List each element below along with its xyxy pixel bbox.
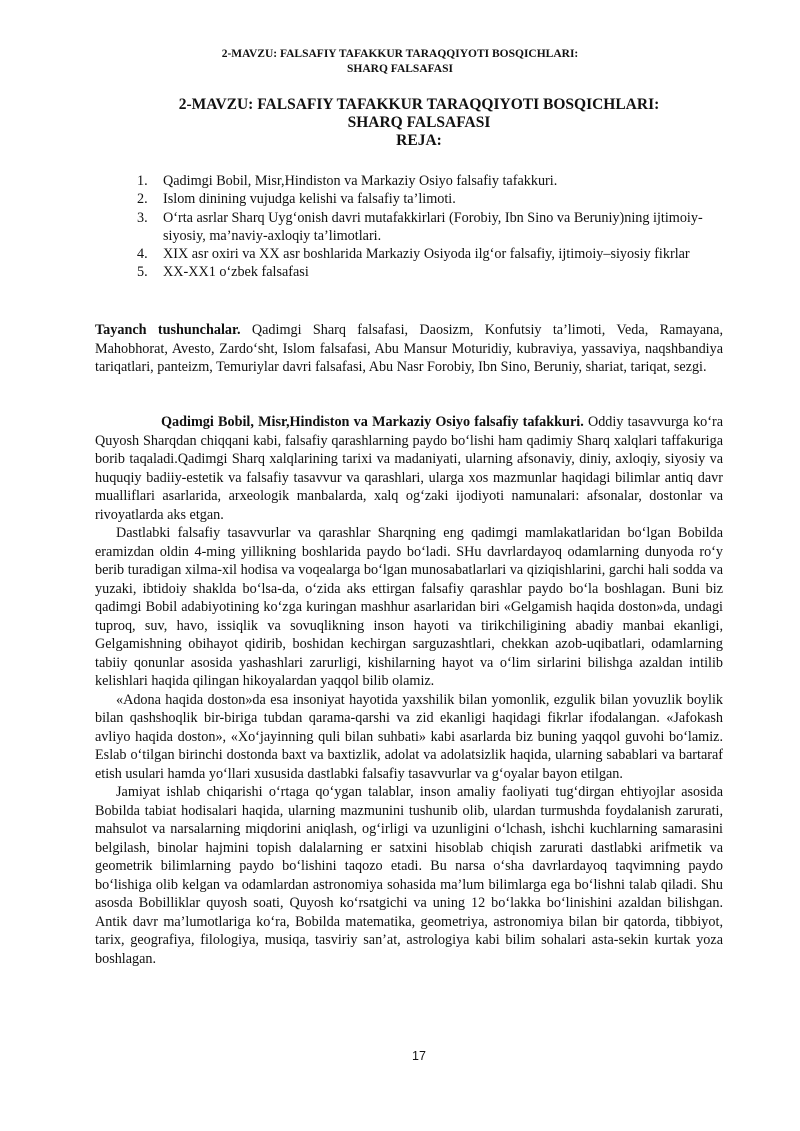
running-header xyxy=(0,47,800,77)
plan-item xyxy=(137,209,727,246)
section-body xyxy=(95,413,723,968)
plan-item-number: 1. xyxy=(137,173,148,189)
plan-item xyxy=(137,172,727,190)
plan-list xyxy=(137,172,727,282)
plan-item-text: XIX asr oxiri va XX asr boshlarida Markaziy Osiyoda ilg‘or falsafiy, ijtimoiy–siyosiy fikrlar xyxy=(163,246,690,263)
document-title xyxy=(0,96,800,150)
section-lead-text: Oddiy tasavvurga ko‘ra Quyosh Sharqdan chiqqani kabi, falsafiy qarashlarning paydo bo‘lishi ham qadimiy Sharq xalqlari taffakuriga borib taqaladi.Qadimgi Sharq xalqlarining tarixi va madaniyati, ularning afsonaviy, diniy, axloqiy, siyosiy va huquqiy badiiy-estetik va falsafiy tasavvur va qarashlari, ularga xos mazmunlar haqidagi bilimlar antiq davr mualliflari asarlarida, arxeologik manbalarda, xalq og‘zaki ijodiyoti namunalari: afsonalar, dostonlar va rivoyatlarda aks etgan. xyxy=(95,414,724,523)
keywords-text: Qadimgi Sharq falsafasi, Daosizm, Konfutsiy ta’limoti, Veda, Ramayana, Mahobhorat, Avesto, Zardo‘sht, Islom falsafasi, Abu Mansur Moturidiy, kubraviya, yassaviya, naqshbandiya tariqatlari, panteizm, Temuriylar davri falsafasi, Abu Nasr Forobiy, Ibn Sino, Beruniy, shariat, tariqat, sezgi. xyxy=(95,322,723,375)
plan-item xyxy=(137,245,727,263)
plan-item-number: 2. xyxy=(137,191,148,208)
title-line-1: 2-MAVZU: FALSAFIY TAFAKKUR TARAQQIYOTI BOSQICHLARI: xyxy=(178,96,660,113)
body-paragraph: Jamiyat ishlab chiqarishi o‘rtaga qo‘ygan talablar, inson amaliy faoliyati tug‘dirgan ehtiyojlar asosida Bobilda tabiat hodisalari haqida, ularning mazmunini tushunib olib, ulardan turmushda foydalanish zarurati, mahsulot va narsalarning miqdorini aniqlash, og‘irligi va uzunligini o‘lchash, ishchi kuchlarning samarasini belgilash, binolar hajmini topish dalalarning er satxini hisoblab chiqish zarurati dastlabki arifmetik va geometrik bilimlarning paydo bo‘lishini taqozo etadi. Bu narsa o‘sha davrlardayoq taqvimning paydo bo‘lishiga olib kelgan va odamlardan astronomiya sohasida ma’lum bilimlarga ega bo‘lishni talab qiladi. Shu asosda Bobilliklar quyosh soati, Quyosh ko‘rsatgichi va uning 12 bo‘lakka bo‘linishini azaldan bilishgan. Antik davr ma’lumotlariga ko‘ra, Bobilda matematika, geometriya, astronomiya bilan bir qatorda, tibbiyot, tarix, geografiya, filologiya, musiqa, tasviriy san’at, astrologiya kabi bilim sohalari asta-sekin kurtak yoza boshlagan. xyxy=(95,784,723,967)
plan-item-text: O‘rta asrlar Sharq Uyg‘onish davri mutafakkirlari (Forobiy, Ibn Sino va Beruniy)ning ijtimoiy-siyosiy, ma’naviy-axloqiy ta’limotlari. xyxy=(163,209,703,244)
keywords-label: Tayanch tushunchalar. xyxy=(95,322,241,338)
body-paragraph: Dastlabki falsafiy tasavvurlar va qarashlar Sharqning eng qadimgi mamlakatlaridan bo‘lgan Bobilda eramizdan oldin 4-ming yillikning boshlarida paydo bo‘ladi. SHu davrlardayoq odamlarning dunyoda ro‘y berib turadigan xilma-xil hodisa va voqealarga bo‘lgan munosabatlarlari va qiziqishlarini, garchi hali sodda va yuzaki, ibtidoiy shaklda bo‘lsa-da, o‘zida aks ettirgan falsafiy qarashlar paydo bo‘la boshlagan. Buni biz qadimgi Bobil adabiyotining ko‘zga kuringan mashhur asarlaridan biri «Gelgamish haqida doston»da, undagi tuproq, suv, havo, issiqlik va sovuqlikning inson hayoti va tirikchiligining abadiy manbai ekanligi, Gelgamishning obihayot qidirib, boshidan kechirgan sarguzashtlari, chekkan azob-uqibatlari, odamlarning tabiiy qonunlar asosida yashashlari zarurligi, kishilarning hayot va o‘lim sirlarini bilishga azaldan intilib kelishlari haqida qilingan hikoyalardan yaqqol bilib olamiz. xyxy=(95,525,723,689)
plan-item xyxy=(137,263,727,281)
running-header-line-1: 2-MAVZU: FALSAFIY TAFAKKUR TARAQQIYOTI BOSQICHLARI: xyxy=(221,48,579,60)
keywords-paragraph xyxy=(95,321,723,377)
plan-heading: REJA: xyxy=(396,132,442,149)
plan-item-number: 3. xyxy=(137,209,148,226)
plan-item-text: XX-XX1 o‘zbek falsafasi xyxy=(163,264,309,281)
running-header-line-2: SHARQ FALSAFASI xyxy=(347,63,453,75)
page-number: 17 xyxy=(412,1049,426,1063)
section-heading: Qadimgi Bobil, Misr,Hindiston va Markaziy Osiyo falsafiy tafakkuri. xyxy=(161,414,584,430)
plan-item-text: Islom dinining vujudga kelishi va falsafiy ta’limoti. xyxy=(163,191,456,208)
plan-item-text: Qadimgi Bobil, Misr,Hindiston va Markaziy Osiyo falsafiy tafakkuri. xyxy=(163,173,558,189)
plan-item-number: 5. xyxy=(137,264,148,281)
title-line-2: SHARQ FALSAFASI xyxy=(347,114,491,131)
section-lead-paragraph xyxy=(95,413,723,524)
plan-item xyxy=(137,190,727,208)
body-paragraph: «Adona haqida doston»da esa insoniyat hayotida yaxshilik bilan yomonlik, ezgulik bilan yovuzlik boylik bilan qashshoqlik bir-biriga tubdan qarama-qarshi va zid ekanligi haqidagi fikrlar ifodalangan. «Jafokash avliyo haqida doston», «Xo‘jayinning quli bilan suhbati» kabi asarlarda biz buning yaqqol guvohi bo‘lamiz. Eslab o‘tilgan birinchi dostonda baxt va baxtizlik, adolat va adolatsizlik haqida, ularning sabablari va bartaraf etish usulari hamda yo‘llari xususida dastlabki falsafiy tasavvurlar va g‘oyalar bayon etilgan. xyxy=(95,691,723,782)
plan-item-number: 4. xyxy=(137,246,148,263)
